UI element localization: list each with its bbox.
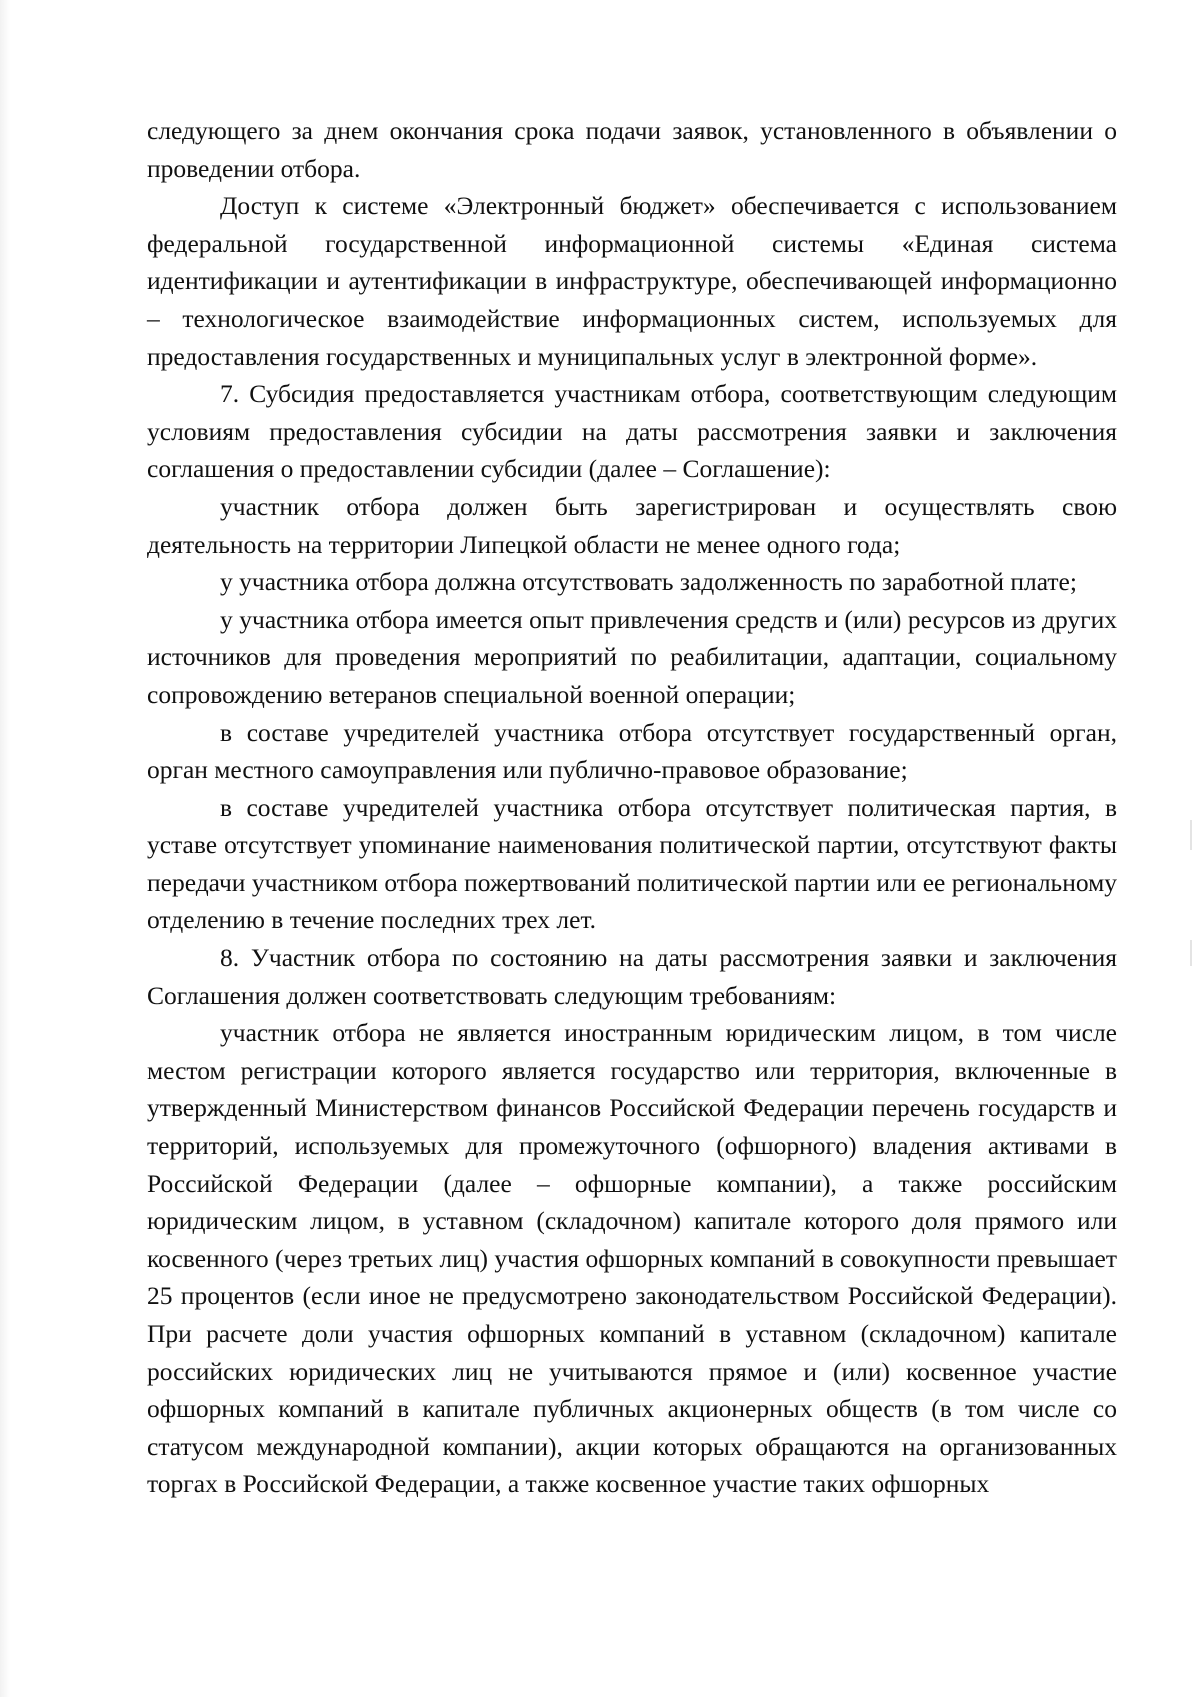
- scan-edge-shadow: [0, 0, 10, 1697]
- scan-artifact-mark: [1190, 820, 1192, 850]
- paragraph-clause-8: 8. Участник отбора по состоянию на даты рассмотрения заявки и заключения Соглашения должен соответствовать следующим требованиям:: [147, 943, 1117, 1010]
- paragraph-continuation: следующего за днем окончания срока подачи заявок, установленного в объявлении о проведении отбора.: [147, 116, 1117, 183]
- paragraph-requirement-offshore: участник отбора не является иностранным юридическим лицом, в том числе местом регистрации которого является государство или территория, включенные в утвержденный Министерством финансов Российской Федерации перечень государств и территорий, используемых для промежуточного (офшорного) владения активами в Российской Федерации (далее – офшорные компании), а также российским юридическим лицом, в уставном (складочном) капитале которого доля прямого или косвенного (через третьих лиц) участия офшорных компаний в совокупности превышает 25 процентов (если иное не предусмотрено законодательством Российской Федерации). При расчете доли участия офшорных компаний в уставном (складочном) капитале российских юридических лиц не учитываются прямое и (или) косвенное участие офшорных компаний в капитале публичных акционерных обществ (в том числе со статусом международной компании), акции которых обращаются на организованных торгах в Российской Федерации, а также косвенное участие таких офшорных: [147, 1018, 1117, 1499]
- paragraph-clause-7: 7. Субсидия предоставляется участникам отбора, соответствующим следующим условиям предоставления субсидии на даты рассмотрения заявки и заключения соглашения о предоставлении субсидии (далее – Соглашение):: [147, 379, 1117, 484]
- paragraph-condition-founders-party: в составе учредителей участника отбора отсутствует политическая партия, в уставе отсутствует упоминание наименования политической партии, отсутствуют факты передачи участником отбора пожертвований политической партии или ее региональному отделению в течение последних трех лет.: [147, 792, 1117, 935]
- paragraph-condition-founders-state: в составе учредителей участника отбора отсутствует государственный орган, орган местного самоуправления или публично-правовое образование;: [147, 717, 1117, 785]
- document-body: [147, 112, 1117, 1503]
- paragraph-condition-experience: у участника отбора имеется опыт привлечения средств и (или) ресурсов из других источников для проведения мероприятий по реабилитации, адаптации, социальному сопровождению ветеранов специальной военной операции;: [147, 604, 1117, 709]
- paragraph-condition-salary-debt: у участника отбора должна отсутствовать задолженность по заработной плате;: [220, 567, 1077, 597]
- paragraph-electronic-budget-access: Доступ к системе «Электронный бюджет» обеспечивается с использованием федеральной государственной информационной системы «Единая система идентификации и аутентификации в инфраструктуре, обеспечивающей информационно – технологическое взаимодействие информационных систем, используемых для предоставления государственных и муниципальных услуг в электронной форме».: [147, 191, 1117, 371]
- paragraph-condition-registration: участник отбора должен быть зарегистрирован и осуществлять свою деятельность на территории Липецкой области не менее одного года;: [147, 491, 1117, 559]
- scan-artifact-mark: [1190, 940, 1192, 966]
